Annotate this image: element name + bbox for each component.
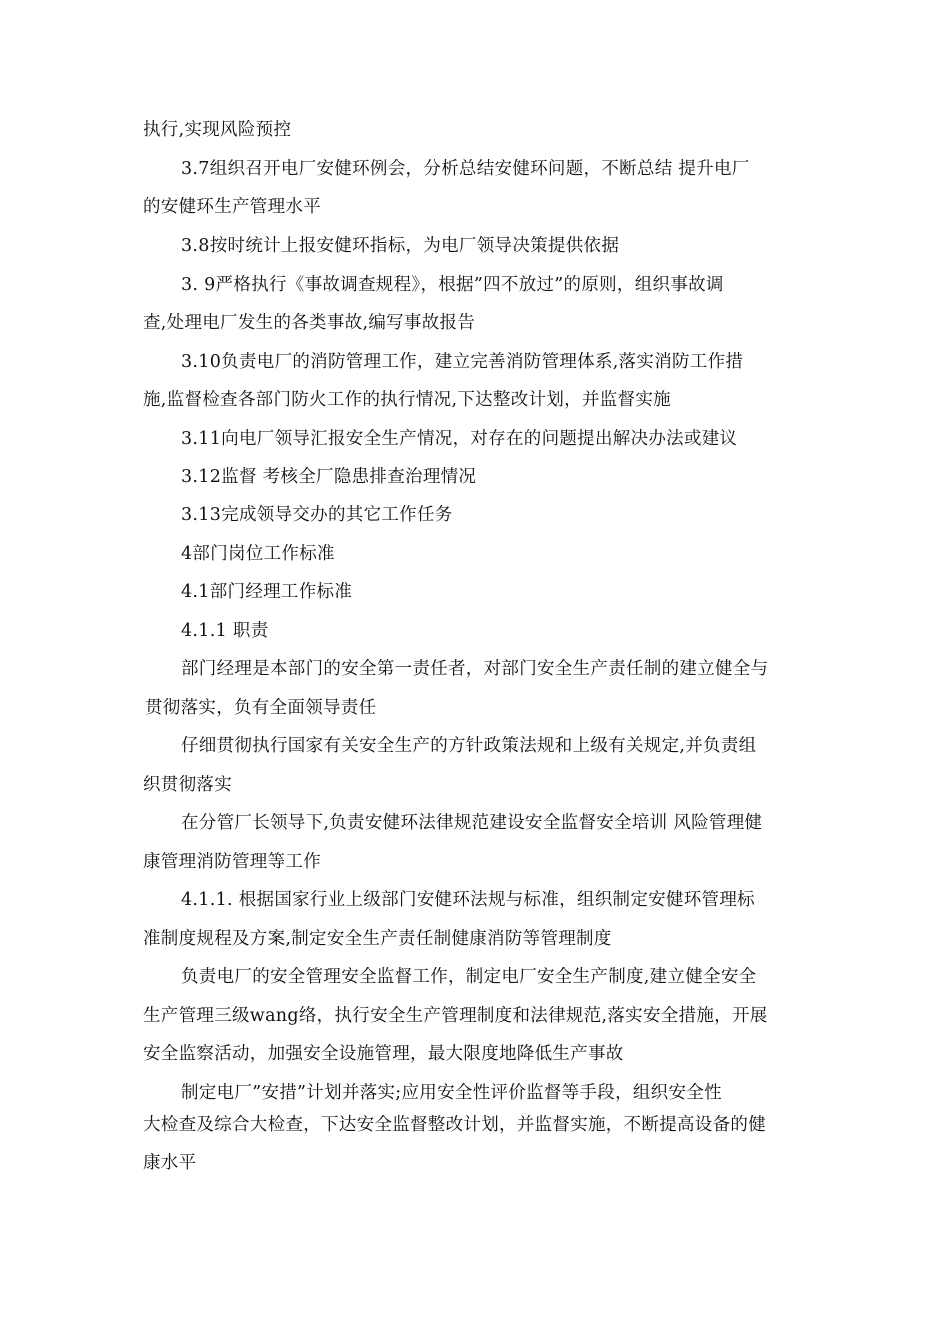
text-line: 的安健环生产管理水平 bbox=[143, 197, 321, 217]
text-line: 4.1.1. 根据国家行业上级部门安健环法规与标准，组织制定安健环管理标 bbox=[181, 890, 755, 910]
text-line: 在分管厂长领导下,负责安健环法律规范建设安全监督安全培训 风险管理健 bbox=[181, 813, 763, 833]
subsection-heading: 4.1部门经理工作标准 bbox=[181, 582, 353, 602]
text-line: 执行,实现风险预控 bbox=[143, 120, 292, 140]
text-line: 3.7组织召开电厂安健环例会，分析总结安健环问题，不断总结 提升电厂 bbox=[181, 159, 750, 179]
text-line: 贯彻落实，负有全面领导责任 bbox=[145, 698, 377, 718]
text-line: 大检查及综合大检查，下达安全监督整改计划，并监督实施，不断提高设备的健 bbox=[143, 1115, 766, 1135]
text-line: 康管理消防管理等工作 bbox=[143, 852, 321, 872]
text-line: 制定电厂”安措”计划并落实;应用安全性评价监督等手段，组织安全性 bbox=[181, 1083, 722, 1103]
text-line: 部门经理是本部门的安全第一责任者，对部门安全生产责任制的建立健全与 bbox=[181, 659, 769, 679]
text-line: 3.13完成领导交办的其它工作任务 bbox=[181, 505, 453, 525]
text-line: 生产管理三级wang络，执行安全生产管理制度和法律规范,落实安全措施，开展 bbox=[143, 1006, 768, 1026]
text-line: 康水平 bbox=[143, 1153, 197, 1173]
text-line: 织贯彻落实 bbox=[143, 775, 232, 795]
section-heading: 4部门岗位工作标准 bbox=[181, 544, 335, 564]
text-line: 3.12监督 考核全厂隐患排查治理情况 bbox=[181, 467, 477, 487]
text-line: 3.11向电厂领导汇报安全生产情况，对存在的问题提出解决办法或建议 bbox=[181, 429, 738, 449]
text-line: 3.10负责电厂的消防管理工作，建立完善消防管理体系,落实消防工作措 bbox=[181, 352, 744, 372]
text-line: 安全监察活动，加强安全设施管理，最大限度地降低生产事故 bbox=[143, 1044, 624, 1064]
text-line: 负责电厂的安全管理安全监督工作，制定电厂安全生产制度,建立健全安全 bbox=[181, 967, 757, 987]
text-line: 准制度规程及方案,制定安全生产责任制健康消防等管理制度 bbox=[143, 929, 612, 949]
text-line: 施,监督检查各部门防火工作的执行情况,下达整改计划，并监督实施 bbox=[143, 390, 671, 410]
subsection-heading: 4.1.1 职责 bbox=[181, 621, 269, 641]
text-line: 3. 9严格执行《事故调查规程》，根据”四不放过”的原则，组织事故调 bbox=[181, 275, 724, 295]
text-line: 3.8按时统计上报安健环指标，为电厂领导决策提供依据 bbox=[181, 236, 620, 256]
text-line: 仔细贯彻执行国家有关安全生产的方针政策法规和上级有关规定,并负责组 bbox=[181, 736, 757, 756]
text-line: 查,处理电厂发生的各类事故,编写事故报告 bbox=[143, 313, 476, 333]
